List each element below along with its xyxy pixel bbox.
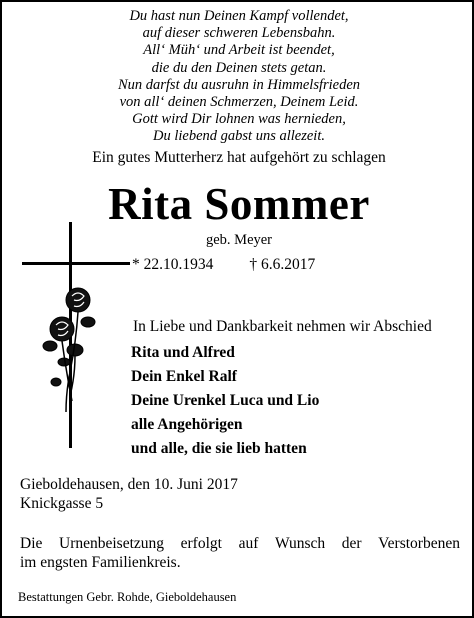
burial-line	[20, 534, 460, 553]
place-date-block	[20, 475, 238, 513]
life-dates	[132, 256, 315, 274]
burial-word: Urnenbeisetzung	[59, 535, 165, 552]
address: Knickgasse 5	[20, 495, 104, 512]
cross-with-roses-icon	[22, 222, 132, 462]
undertaker: Bestattungen Gebr. Rohde, Gieboldehausen	[18, 590, 237, 604]
burial-note	[20, 534, 460, 572]
poem-line: Nun darfst du ausruhn in Himmelsfrieden	[117, 76, 361, 93]
burial-word: Verstorbenen	[378, 535, 460, 552]
burial-word: der	[341, 535, 362, 552]
poem-line: die du den Deinen stets getan.	[151, 59, 327, 76]
death-date: † 6.6.2017	[249, 256, 316, 273]
poem-line: Du liebend gabst uns allezeit.	[153, 128, 325, 145]
birth-name: geb. Meyer	[205, 232, 273, 248]
mourner: alle Angehörigen	[131, 416, 243, 433]
burial-word: Die	[20, 535, 43, 552]
mourner: und alle, die sie lieb hatten	[131, 440, 307, 457]
farewell-line: In Liebe und Dankbarkeit nehmen wir Abschied	[133, 318, 432, 335]
burial-line: im engsten Familienkreis.	[20, 554, 181, 571]
poem	[2, 8, 474, 146]
poem-line: auf dieser schweren Lebensbahn.	[142, 25, 336, 42]
place-date: Gieboldehausen, den 10. Juni 2017	[20, 476, 238, 493]
poem-line: Du hast nun Deinen Kampf vollendet,	[129, 8, 349, 24]
burial-word: Wunsch	[274, 535, 326, 552]
mourner: Dein Enkel Ralf	[131, 368, 237, 385]
deceased-name: Rita Sommer	[108, 179, 370, 229]
subtitle: Ein gutes Mutterherz hat aufgehört zu schlagen	[92, 149, 386, 166]
burial-word: erfolgt	[180, 535, 222, 552]
poem-line: Gott wird Dir lohnen was hernieden,	[132, 111, 346, 128]
birth-date: * 22.10.1934	[132, 256, 214, 273]
mourners-list	[131, 341, 319, 461]
mourner: Rita und Alfred	[131, 344, 235, 361]
mourner: Deine Urenkel Luca und Lio	[131, 392, 320, 409]
poem-line: von all‘ deinen Schmerzen, Deinem Leid.	[119, 94, 359, 111]
poem-line: All‘ Müh‘ und Arbeit ist beendet,	[143, 42, 335, 59]
burial-word: auf	[238, 535, 259, 552]
